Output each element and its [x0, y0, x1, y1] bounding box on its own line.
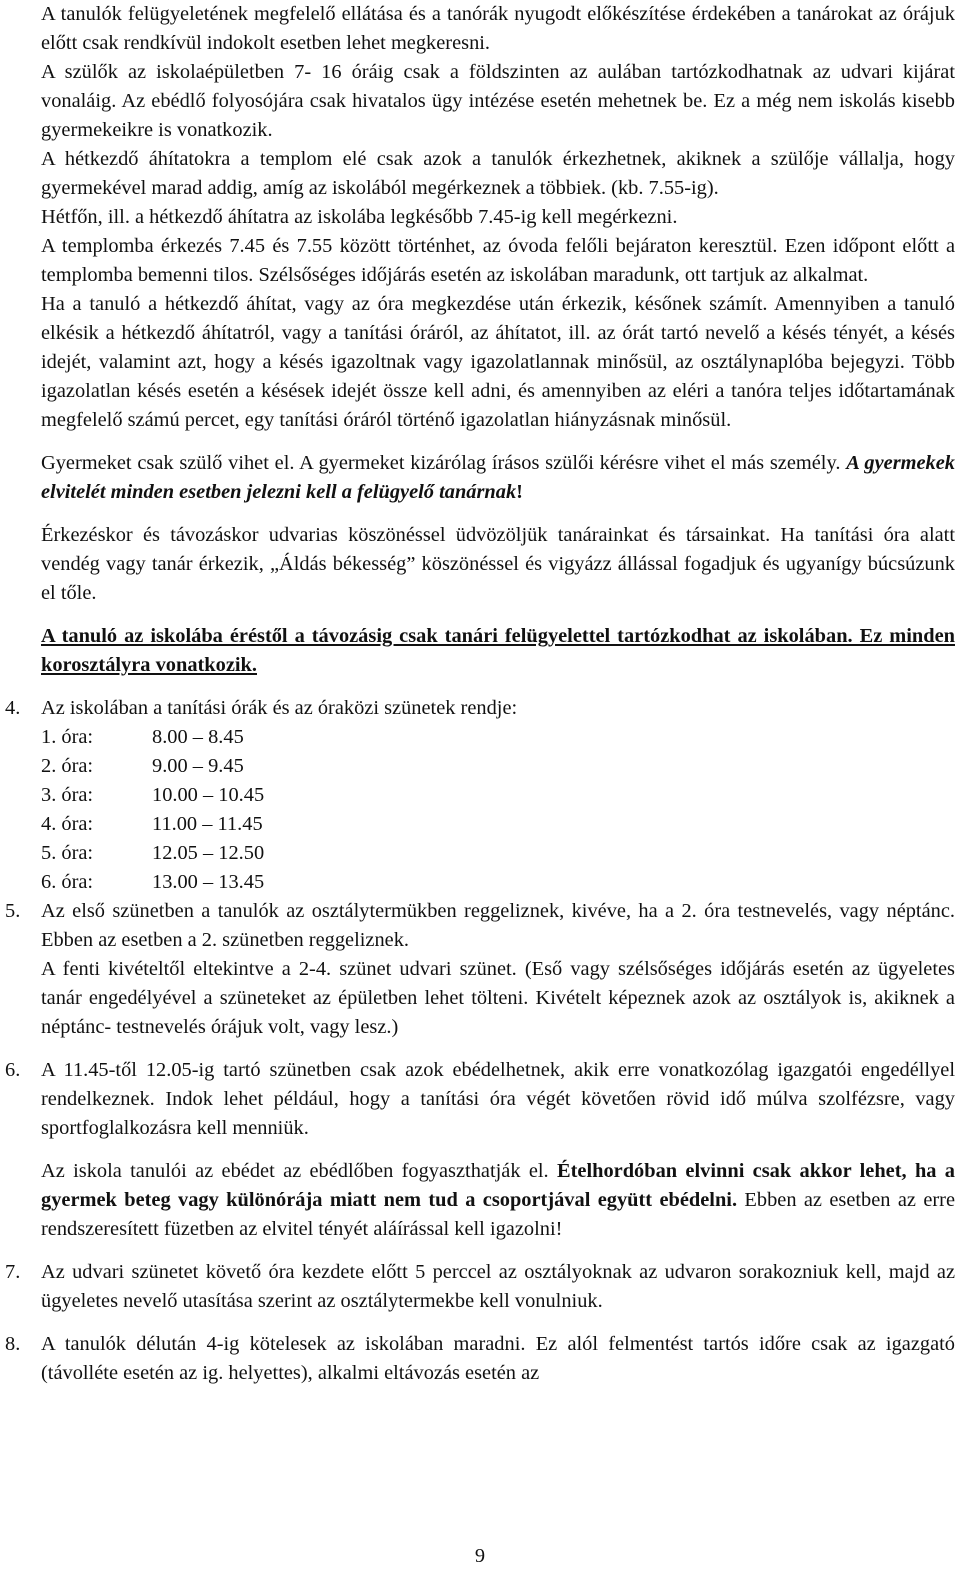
- paragraph-monday-arrival: Hétfőn, ill. a hétkezdő áhítatra az iskolába legkésőbb 7.45-ig kell megérkezni.: [41, 206, 678, 228]
- lunch-container-end: Ebben az esetben az erre rendszeresített füzetben az elvitel tényét aláírással kell igazolni!: [41, 1189, 956, 1240]
- schedule-row: [41, 752, 955, 781]
- lesson-time: 10.00 – 10.45: [152, 784, 265, 806]
- list-number: 4.: [5, 697, 21, 719]
- schedule-row: [41, 839, 955, 868]
- pickup-text: Gyermeket csak szülő vihet el. A gyermeket kizárólag írásos szülői kérésre vihet el más személy.: [41, 452, 847, 474]
- breakfast-rule: Az első szünetben a tanulók az osztálytermükben reggeliznek, kivéve, ha a 2. óra testnevelés, vagy néptánc. Ebben az esetben a 2. szünetben reggeliznek.: [41, 900, 955, 951]
- schedule-row: [41, 868, 955, 897]
- lunch-rule: A 11.45-től 12.05-ig tartó szünetben csak azok ebédelhetnek, akik erre vonatkozólag igazgatói engedéllyel rendelkeznek. Indok lehet például, hogy a tanítási óra végét követően rövid idő múlva szolfézsre, vagy sportfoglalkozásra kell menniük.: [41, 1059, 955, 1139]
- lesson-label: 2. óra:: [41, 755, 94, 777]
- schedule-row: [41, 723, 955, 752]
- lesson-label: 6. óra:: [41, 871, 94, 893]
- lesson-time: 9.00 – 9.45: [152, 755, 244, 777]
- document-body: [5, 0, 956, 1388]
- afternoon-rule: A tanulók délután 4-ig kötelesek az iskolában maradni. Ez alól felmentést tartós időre csak az igazgató (távolléte esetén az ig. helyettes), alkalmi eltávozás esetén az: [41, 1333, 955, 1384]
- list-number: 6.: [5, 1059, 21, 1081]
- paragraph-supervision-rule: A tanuló az iskolába éréstől a távozásig csak tanári felügyelettel tartózkodhat az iskolában. Ez minden korosztályra vonatkozik.: [41, 625, 955, 676]
- list-item-6: [5, 1056, 956, 1244]
- paragraph-weekly-devotion: A hétkezdő áhítatokra a templom elé csak azok a tanulók érkezhetnek, akiknek a szülője vállalja, hogy gyermekével marad addig, amíg az iskolából megérkeznek a többiek. (kb. 7.55-ig).: [41, 148, 955, 199]
- lunch-container-bold: Ételhordóban elvinni csak akkor lehet, ha a gyermek beteg vagy különórája miatt nem tud a csoportjával együtt ebédelni.: [41, 1160, 955, 1211]
- lunch-container-text: Az iskola tanulói az ebédet az ebédlőben fogyaszthatják el.: [41, 1160, 557, 1182]
- list-number: 5.: [5, 900, 21, 922]
- list-number: 8.: [5, 1333, 21, 1355]
- paragraph-parents-in-building: A szülők az iskolaépületben 7- 16 óráig csak a földszinten az aulában tartózkodhatnak az udvari kijárat vonaláig. Az ebédlő folyosójára csak hivatalos ügy intézése esetén mehetnek be. Ez a még nem iskolás kisebb gyermekeikre is vonatkozik.: [41, 61, 955, 141]
- schedule-row: [41, 781, 955, 810]
- paragraph-teacher-consultation: A tanulók felügyeletének megfelelő ellátása és a tanórák nyugodt előkészítése érdekében a tanárokat az órájuk előtt csak rendkívül indokolt esetben lehet megkeresni.: [41, 3, 955, 54]
- lesson-time: 11.00 – 11.45: [152, 813, 263, 835]
- paragraph-greeting: Érkezéskor és távozáskor udvarias köszönéssel üdvözöljük tanárainkat és társainkat. Ha tanítási óra alatt vendég vagy tanár érkezik, „Áldás békesség” köszönéssel és vigyázz állással fogadjuk és ugyanígy búcsúzunk el tőle.: [41, 524, 955, 604]
- list-item-4: [5, 694, 955, 897]
- list-item-8: [5, 1330, 955, 1388]
- list-number: 7.: [5, 1261, 21, 1283]
- pickup-emphasis: A gyermekek elvitelét minden esetben jelezni kell a felügyelő tanárnak: [41, 452, 955, 503]
- schedule-row: [41, 810, 955, 839]
- pickup-exclamation: !: [516, 481, 523, 503]
- paragraph-church-arrival: A templomba érkezés 7.45 és 7.55 között történhet, az óvoda felőli bejáraton keresztül. Ezen időpont előtt a templomba bemenni tilos. Szélsőséges időjárás esetén az iskolában maradunk, ott tartjuk az alkalmat.: [41, 235, 955, 286]
- lineup-rule: Az udvari szünetet követő óra kezdete előtt 5 perccel az osztályoknak az udvaron sorakozniuk kell, majd az ügyeletes nevelő utasítása szerint az osztálytermekbe kell vonulniuk.: [41, 1261, 955, 1312]
- paragraph-pickup: [41, 449, 955, 507]
- lesson-label: 1. óra:: [41, 726, 94, 748]
- list-item-5: [5, 897, 955, 1042]
- paragraph-lateness: Ha a tanuló a hétkezdő áhítat, vagy az óra megkezdése után érkezik, későnek számít. Amennyiben a tanuló elkésik a hétkezdő áhítatról, vagy a tanítási óráról, az áhítatot, ill. az órát tartó nevelő a késés tényét, a késés idejét, valamint azt, hogy a késés igazoltnak vagy igazolatlannak minősül, az osztálynaplóba bejegyzi. Több igazolatlan késés esetén a késések idejét össze kell adni, és amennyiben az eléri a tanóra teljes időtartamának megfelelő számú percet, egy tanítási óráról történő igazolatlan hiányzásnak minősül.: [41, 293, 955, 431]
- lesson-label: 3. óra:: [41, 784, 94, 806]
- lesson-time: 12.05 – 12.50: [152, 842, 265, 864]
- lesson-time: 13.00 – 13.45: [152, 871, 265, 893]
- lesson-schedule: [41, 723, 955, 897]
- lunch-container-rule: [41, 1157, 955, 1244]
- break-rule: A fenti kivételtől eltekintve a 2-4. szünet udvari szünet. (Eső vagy szélsőséges időjárás esetén az ügyeletes tanár engedélyével a szüneteket az épületben lehet tölteni. Kivételt képeznek azok az osztályok is, akiknek a néptánc- testnevelés órájuk volt, vagy lesz.): [41, 958, 955, 1038]
- lesson-time: 8.00 – 8.45: [152, 726, 244, 748]
- list-item-7: [5, 1258, 955, 1316]
- schedule-intro: Az iskolában a tanítási órák és az óraközi szünetek rendje:: [41, 697, 518, 719]
- lesson-label: 4. óra:: [41, 813, 94, 835]
- lesson-label: 5. óra:: [41, 842, 94, 864]
- page-number: 9: [474, 1545, 486, 1567]
